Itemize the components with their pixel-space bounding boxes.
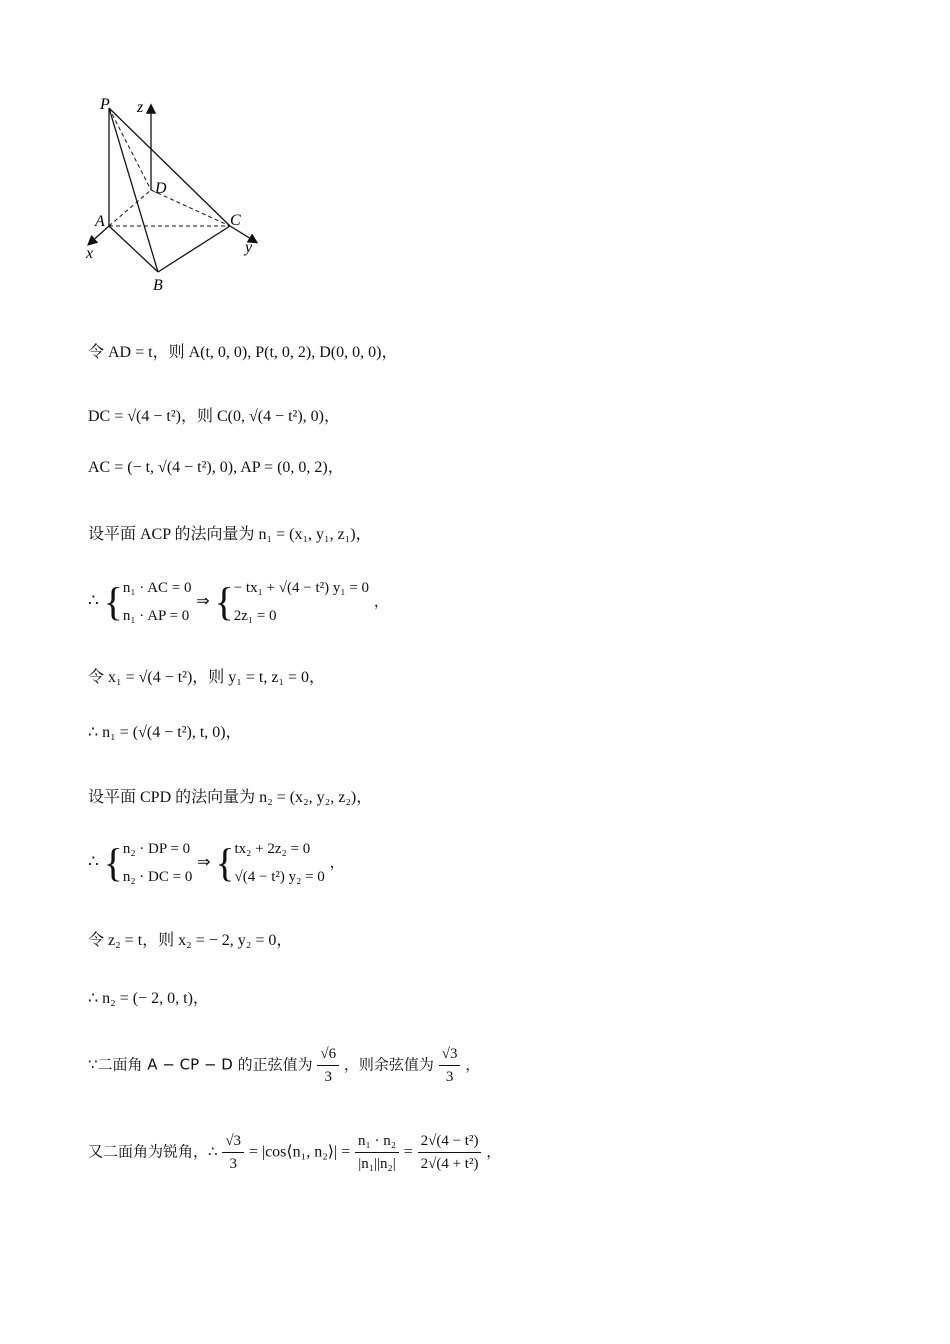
- line-n2: ∴ n₂ = (− 2, 0, t)，: [88, 990, 209, 1007]
- line-let-AD: 令 AD = t，则 A(t, 0, 0), P(t, 0, 2), D(0, 0, 0)，: [88, 344, 398, 361]
- equation-system: { tx₂ + 2z₂ = 0 √(4 − t²) y₂ = 0: [215, 835, 325, 891]
- line-let-x1: 令 x₁ = √(4 − t²)，则 y₁ = t, z₁ = 0，: [88, 669, 326, 686]
- system-row: n₂ · DC = 0: [122, 869, 193, 885]
- implies-arrow: ⇒: [197, 854, 211, 871]
- label-C: C: [230, 212, 241, 229]
- cosine-text: ，则余弦值为: [343, 1055, 434, 1074]
- system-row: 2z₁ = 0: [233, 608, 277, 624]
- dihedral-text: ∵二面角 A − CP − D 的正弦值为: [88, 1055, 313, 1074]
- fraction: $\frac{\text{n₁ · n₂}}{\text{|n₁||n₂|}}$: [355, 1130, 399, 1175]
- fraction: $\frac{√3}{3}$: [439, 1043, 461, 1088]
- equation-system: { n₁ · AC = 0 n₁ · AP = 0: [104, 574, 192, 630]
- system-row: − tx₁ + √(4 − t²) y₁ = 0: [233, 580, 370, 596]
- system-row: √(4 − t²) y₂ = 0: [234, 869, 325, 885]
- line-AC-AP: AC = (− t, √(4 − t²), 0), AP = (0, 0, 2)，: [88, 459, 344, 476]
- line-system-2: [88, 835, 345, 891]
- system-row: n₂ · DP = 0: [122, 841, 191, 857]
- fraction: $\frac{√6}{3}$: [317, 1043, 339, 1088]
- equation-system: { − tx₁ + √(4 − t²) y₁ = 0 2z₁ = 0: [214, 574, 369, 630]
- label-z: z: [137, 99, 144, 116]
- comma: ，: [486, 1142, 502, 1161]
- line-dihedral-sine: [88, 1043, 480, 1088]
- line-n1: ∴ n₁ = (√(4 − t²), t, 0)，: [88, 724, 242, 741]
- label-A: A: [95, 213, 105, 230]
- pyramid-figure: [80, 92, 280, 297]
- comma: ，: [329, 853, 345, 871]
- fraction: $\frac{\text{2√(4 − t²)}}{\text{2√(4 + t²)}}$: [418, 1130, 482, 1175]
- line-normal-CPD: 设平面 CPD 的法向量为 n₂ = (x₂, y₂, z₂)，: [88, 789, 373, 806]
- fraction: $\frac{√3}{3}$: [222, 1130, 244, 1175]
- comma: ，: [465, 1055, 481, 1074]
- edge-BC: [158, 226, 230, 272]
- label-P: P: [100, 96, 110, 113]
- label-D: D: [155, 180, 167, 197]
- line-DC: DC = √(4 − t²)，则 C(0, √(4 − t²), 0)，: [88, 408, 340, 425]
- label-y: y: [245, 239, 253, 256]
- implies-arrow: ⇒: [196, 593, 210, 610]
- line-normal-ACP: 设平面 ACP 的法向量为 n₁ = (x₁, y₁, z₁)，: [88, 526, 372, 543]
- label-B: B: [153, 277, 163, 294]
- therefore-symbol: ∴: [88, 591, 99, 611]
- line-acute-angle: [88, 1130, 501, 1175]
- edge-AD: [109, 190, 151, 226]
- system-row: n₁ · AP = 0: [122, 608, 190, 624]
- comma: ，: [373, 592, 389, 610]
- line-let-z2: 令 z₂ = t，则 x₂ = − 2, y₂ = 0，: [88, 932, 293, 949]
- therefore-symbol: ∴: [88, 852, 99, 872]
- system-row: n₁ · AC = 0: [122, 580, 192, 596]
- acute-text: 又二面角为锐角，∴: [88, 1142, 218, 1161]
- equation-system: { n₂ · DP = 0 n₂ · DC = 0: [104, 835, 193, 891]
- cos-expression: = |cos⟨n₁, n₂⟩| =: [248, 1143, 351, 1161]
- equals-sign: =: [403, 1143, 413, 1161]
- label-x: x: [86, 245, 94, 262]
- line-system-1: [88, 574, 389, 630]
- system-row: tx₂ + 2z₂ = 0: [234, 841, 311, 857]
